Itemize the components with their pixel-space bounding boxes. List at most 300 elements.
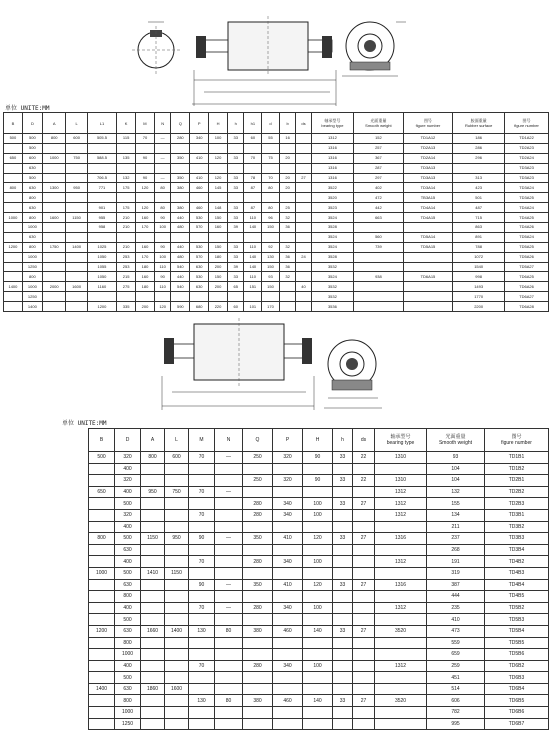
table-cell: TD4A15 — [403, 213, 453, 223]
table-cell — [165, 509, 189, 521]
table-cell: 25 — [279, 203, 296, 213]
table-cell: 1493 — [453, 282, 505, 292]
table-cell: 1250 — [22, 262, 42, 272]
table1-header: K — [117, 113, 136, 134]
table-cell: 33 — [227, 183, 244, 193]
table-cell: 340 — [190, 134, 209, 144]
header-en: Smooth weight — [365, 123, 392, 128]
table-cell — [243, 718, 273, 730]
table-cell: 70 — [244, 153, 262, 163]
table-cell — [333, 521, 353, 533]
table-cell: 33 — [227, 173, 244, 183]
table-cell — [353, 718, 375, 730]
table-cell — [296, 143, 311, 153]
table-cell: 1316 — [311, 163, 353, 173]
table-cell: 235 — [427, 602, 485, 614]
table-cell — [243, 707, 273, 719]
table-cell — [215, 672, 243, 684]
header-en: bearing type — [321, 123, 344, 128]
table-cell: 630 — [115, 579, 141, 591]
table-cell — [66, 173, 87, 183]
table-cell — [89, 707, 115, 719]
table-cell: 160 — [136, 272, 155, 282]
table-cell: 350 — [171, 153, 190, 163]
table-cell: 39 — [227, 223, 244, 233]
table-cell — [66, 302, 87, 312]
table-cell — [354, 223, 404, 233]
table-cell: 33 — [227, 134, 244, 144]
table-cell: TD6B5 — [485, 695, 549, 707]
table-cell — [353, 660, 375, 672]
table1-header: L — [66, 113, 87, 134]
table-cell: 1312 — [375, 498, 427, 510]
table-cell — [209, 143, 228, 153]
table-cell: 1000 — [4, 213, 23, 223]
table-cell: 120 — [154, 302, 171, 312]
table-row — [4, 143, 549, 153]
table-cell: 1055 — [87, 262, 116, 272]
table-cell: 570 — [190, 223, 209, 233]
table-cell — [215, 544, 243, 556]
table-cell — [333, 637, 353, 649]
table-cell — [296, 134, 311, 144]
table-cell: 33 — [333, 579, 353, 591]
table-cell — [89, 660, 115, 672]
table-cell: — — [215, 602, 243, 614]
table-cell — [165, 672, 189, 684]
table2-header: M — [189, 429, 215, 452]
table-cell: 451 — [427, 672, 485, 684]
table-cell — [333, 486, 353, 498]
table-cell: — — [215, 533, 243, 545]
table-cell — [165, 475, 189, 487]
table-cell — [117, 163, 136, 173]
table-cell: 530 — [190, 242, 209, 252]
table-cell: 500 — [115, 672, 141, 684]
table-cell: 104 — [427, 463, 485, 475]
table-cell — [165, 544, 189, 556]
table-cell: 180 — [209, 252, 228, 262]
table-cell — [303, 591, 333, 603]
table-cell: 3524 — [311, 242, 353, 252]
table-cell — [354, 252, 404, 262]
table-cell: 788 — [453, 242, 505, 252]
table-cell: TD2A23 — [505, 143, 549, 153]
table1-header-figure2 — [505, 113, 549, 134]
table-cell: 175 — [117, 203, 136, 213]
table-cell: 1050 — [87, 252, 116, 262]
table-row — [4, 183, 549, 193]
table-cell: 170 — [136, 223, 155, 233]
table1-header: B — [4, 113, 23, 134]
table-cell: 400 — [115, 602, 141, 614]
table-cell: 259 — [427, 660, 485, 672]
table-cell: 739 — [354, 242, 404, 252]
table-cell: 1200 — [89, 625, 115, 637]
table-cell: — — [154, 153, 171, 163]
table1-header: P — [190, 113, 209, 134]
table-cell — [141, 475, 165, 487]
table-cell — [189, 463, 215, 475]
table-cell — [333, 718, 353, 730]
table-cell: 27 — [353, 625, 375, 637]
table-row — [4, 262, 549, 272]
table-cell: 501 — [453, 193, 505, 203]
table-cell: 100 — [303, 509, 333, 521]
table-cell: 100 — [154, 223, 171, 233]
table2-header: A — [141, 429, 165, 452]
table-cell: 630 — [22, 203, 42, 213]
table-cell — [4, 143, 23, 153]
table-row — [89, 452, 549, 464]
table-cell — [375, 567, 427, 579]
table-cell — [66, 193, 87, 203]
table-cell: 2000 — [42, 282, 66, 292]
table-cell: 400 — [115, 556, 141, 568]
table-cell: 180 — [136, 262, 155, 272]
table-row — [4, 213, 549, 223]
table-cell: 1312 — [375, 509, 427, 521]
header-en: figure number — [415, 123, 441, 128]
table-cell: 320 — [115, 452, 141, 464]
table-cell — [165, 718, 189, 730]
table-cell — [189, 649, 215, 661]
table-cell — [89, 463, 115, 475]
table-cell: 110 — [154, 262, 171, 272]
table-cell — [42, 292, 66, 302]
table-cell — [4, 193, 23, 203]
table-cell — [403, 223, 453, 233]
table-cell: 800 — [141, 452, 165, 464]
table-cell — [42, 193, 66, 203]
table-cell — [353, 544, 375, 556]
table-cell — [354, 262, 404, 272]
table-cell — [66, 163, 87, 173]
table-cell — [66, 262, 87, 272]
table-cell: 186 — [453, 134, 505, 144]
table-cell: TD6A25 — [505, 272, 549, 282]
table1-header: Q — [171, 113, 190, 134]
table2-header: L — [165, 429, 189, 452]
table-cell — [353, 463, 375, 475]
table-cell: 150 — [262, 282, 280, 292]
table-cell: TD3B4 — [485, 544, 549, 556]
table-cell: 1600 — [66, 282, 87, 292]
table-cell — [227, 143, 244, 153]
table-cell: 1400 — [165, 625, 189, 637]
table-cell: 70 — [189, 486, 215, 498]
table1-header: A — [42, 113, 66, 134]
table-cell: 630 — [115, 625, 141, 637]
table-cell: 134 — [427, 509, 485, 521]
table-cell: 87 — [244, 203, 262, 213]
table-row — [4, 242, 549, 252]
table-cell: 1150 — [141, 533, 165, 545]
table-cell: 1400 — [22, 302, 42, 312]
table-row — [89, 544, 549, 556]
table-cell: 1600 — [42, 213, 66, 223]
table-row — [4, 292, 549, 302]
table-cell — [296, 193, 311, 203]
table-cell: 180 — [136, 282, 155, 292]
table-cell — [215, 637, 243, 649]
table-cell: 130 — [262, 252, 280, 262]
table-cell: 1600 — [165, 683, 189, 695]
table-cell: 211 — [427, 521, 485, 533]
table-cell: 110 — [244, 213, 262, 223]
table-cell — [89, 695, 115, 707]
table-row — [4, 134, 549, 144]
table-cell — [243, 683, 273, 695]
table-cell — [136, 143, 155, 153]
table-cell — [375, 683, 427, 695]
table-cell: 400 — [115, 463, 141, 475]
table-cell: — — [215, 579, 243, 591]
table-cell — [190, 163, 209, 173]
table1-header: L1 — [87, 113, 116, 134]
table-cell — [353, 614, 375, 626]
table1-header-bearing — [311, 113, 353, 134]
table-cell — [89, 579, 115, 591]
table-cell: 750 — [66, 153, 87, 163]
table-cell: 100 — [303, 602, 333, 614]
table-cell — [244, 163, 262, 173]
table-cell — [117, 292, 136, 302]
table-cell — [189, 637, 215, 649]
table-cell — [215, 509, 243, 521]
table-cell: 1316 — [311, 173, 353, 183]
table-row — [89, 486, 549, 498]
table-cell: 1312 — [375, 556, 427, 568]
table-row — [4, 173, 549, 183]
table-cell: 33 — [333, 498, 353, 510]
table-cell — [353, 683, 375, 695]
table-cell: 27 — [353, 579, 375, 591]
table-cell — [273, 521, 303, 533]
table1-header: ds — [296, 113, 311, 134]
table-cell: 286 — [453, 143, 505, 153]
table-cell — [89, 521, 115, 533]
table-cell: 22 — [353, 475, 375, 487]
table-cell: TD3A14 — [403, 183, 453, 193]
table-cell — [279, 292, 296, 302]
table-cell: 367 — [354, 153, 404, 163]
table-cell: 950 — [141, 486, 165, 498]
table-cell: TD3B2 — [485, 521, 549, 533]
table-cell: 75 — [262, 153, 280, 163]
table-cell: TD3A13 — [403, 163, 453, 173]
table-cell: 110 — [154, 282, 171, 292]
table-cell — [354, 302, 404, 312]
table-cell: 650 — [89, 486, 115, 498]
table-cell: 90 — [303, 452, 333, 464]
table-cell — [189, 475, 215, 487]
table-cell: 32 — [279, 272, 296, 282]
header-cn: 轴承型号 — [390, 433, 411, 440]
table-cell: 96 — [262, 213, 280, 223]
table-cell — [215, 475, 243, 487]
table-cell — [303, 649, 333, 661]
table-cell — [165, 498, 189, 510]
table-cell: 280 — [171, 134, 190, 144]
table-cell: TD6B2 — [485, 660, 549, 672]
table-cell — [303, 683, 333, 695]
table-row — [89, 591, 549, 603]
table-cell: 320 — [273, 475, 303, 487]
table-cell: 530 — [190, 272, 209, 282]
table-cell: TD2A13 — [403, 143, 453, 153]
table-cell — [273, 672, 303, 684]
table-cell — [303, 707, 333, 719]
table-cell — [243, 591, 273, 603]
header-en: Smooth weight — [438, 440, 473, 446]
table-cell — [189, 544, 215, 556]
table-cell: 530 — [190, 213, 209, 223]
table-cell: 250 — [243, 475, 273, 487]
table-cell — [333, 649, 353, 661]
table-cell: TD4A24 — [505, 203, 549, 213]
table-cell: 1250 — [115, 718, 141, 730]
table-cell — [141, 602, 165, 614]
table-cell — [4, 232, 23, 242]
table-cell — [171, 292, 190, 302]
table-cell: TD3A25 — [505, 193, 549, 203]
table-cell: 423 — [453, 183, 505, 193]
table-cell: TD6B6 — [485, 707, 549, 719]
table-cell — [375, 521, 427, 533]
table-cell: 771 — [87, 183, 116, 193]
table-cell — [165, 637, 189, 649]
table-cell: 24 — [296, 252, 311, 262]
table-cell — [279, 163, 296, 173]
table-cell: 120 — [303, 533, 333, 545]
table-cell — [189, 567, 215, 579]
table-cell: 1312 — [375, 486, 427, 498]
table-cell — [141, 579, 165, 591]
table-cell: 104 — [427, 475, 485, 487]
table-cell — [353, 591, 375, 603]
table-cell: — — [154, 134, 171, 144]
table1-header: b — [279, 113, 296, 134]
table-cell — [273, 591, 303, 603]
table-cell: — — [215, 486, 243, 498]
table-cell: 132 — [427, 486, 485, 498]
table-cell — [353, 672, 375, 684]
table-cell: 800 — [115, 637, 141, 649]
table-cell — [136, 232, 155, 242]
table-cell: 340 — [273, 602, 303, 614]
table-cell: 150 — [209, 213, 228, 223]
table-cell — [209, 292, 228, 302]
table-cell: 1400 — [4, 282, 23, 292]
table-cell — [66, 232, 87, 242]
table-cell — [87, 143, 116, 153]
table-cell: 480 — [171, 223, 190, 233]
table-cell: 280 — [243, 556, 273, 568]
table-cell: 210 — [117, 213, 136, 223]
table-cell: 160 — [136, 213, 155, 223]
table-cell — [375, 649, 427, 661]
roller-side-view-drawing — [340, 14, 410, 84]
table-cell — [209, 232, 228, 242]
table-cell: 440 — [171, 272, 190, 282]
table-cell: 1150 — [165, 567, 189, 579]
table-cell: 33 — [227, 242, 244, 252]
table-cell: 200 — [209, 282, 228, 292]
table1-header: D — [22, 113, 42, 134]
table-cell — [141, 463, 165, 475]
table-row — [89, 660, 549, 672]
table-cell — [243, 521, 273, 533]
table-cell: 39 — [227, 262, 244, 272]
table-row — [89, 625, 549, 637]
table-cell: TD1A12 — [403, 134, 453, 144]
table-cell — [262, 232, 280, 242]
table-row — [4, 163, 549, 173]
table-cell: 3522 — [311, 183, 353, 193]
table-cell: 500 — [22, 173, 42, 183]
table-cell — [89, 649, 115, 661]
table-cell — [171, 163, 190, 173]
table-cell: 90 — [154, 272, 171, 282]
table-cell: 140 — [244, 252, 262, 262]
table-cell: 33 — [333, 625, 353, 637]
table-cell — [171, 232, 190, 242]
table-cell — [296, 242, 311, 252]
table-cell: 20 — [279, 183, 296, 193]
table-cell — [89, 672, 115, 684]
table-cell — [215, 614, 243, 626]
table-cell: 380 — [243, 625, 273, 637]
table-cell — [296, 292, 311, 302]
table-cell — [4, 223, 23, 233]
table2-unit-label: 单位 UNITE:MM — [62, 420, 107, 427]
table-cell — [87, 232, 116, 242]
table-cell — [190, 292, 209, 302]
table-cell: 630 — [115, 683, 141, 695]
table-cell — [279, 232, 296, 242]
table-cell: TD3A23 — [505, 173, 549, 183]
table-cell — [87, 163, 116, 173]
table-row — [89, 463, 549, 475]
header-en: figure number — [501, 440, 532, 446]
table2-header: ds — [353, 429, 375, 452]
table-cell — [227, 292, 244, 302]
table-cell: 200 — [209, 262, 228, 272]
table-cell: 3524 — [311, 232, 353, 242]
table-cell — [89, 591, 115, 603]
table-cell: 800 — [4, 183, 23, 193]
table-cell: TD2A14 — [403, 153, 453, 163]
header-cn: 光面重量 — [370, 117, 387, 123]
table-cell: 800 — [89, 533, 115, 545]
table-cell — [375, 614, 427, 626]
table-cell — [165, 614, 189, 626]
table-cell — [273, 463, 303, 475]
table-cell — [141, 707, 165, 719]
table-cell: 410 — [427, 614, 485, 626]
table-cell: 1750 — [42, 242, 66, 252]
table-cell: TD6B3 — [485, 672, 549, 684]
roller-spec-table-rubber — [3, 112, 549, 312]
table-row — [89, 695, 549, 707]
table-cell — [165, 591, 189, 603]
table-cell: 340 — [273, 498, 303, 510]
table-cell — [89, 718, 115, 730]
table-cell — [42, 272, 66, 282]
table-cell: 100 — [303, 498, 333, 510]
table1-header-weight — [354, 113, 404, 134]
